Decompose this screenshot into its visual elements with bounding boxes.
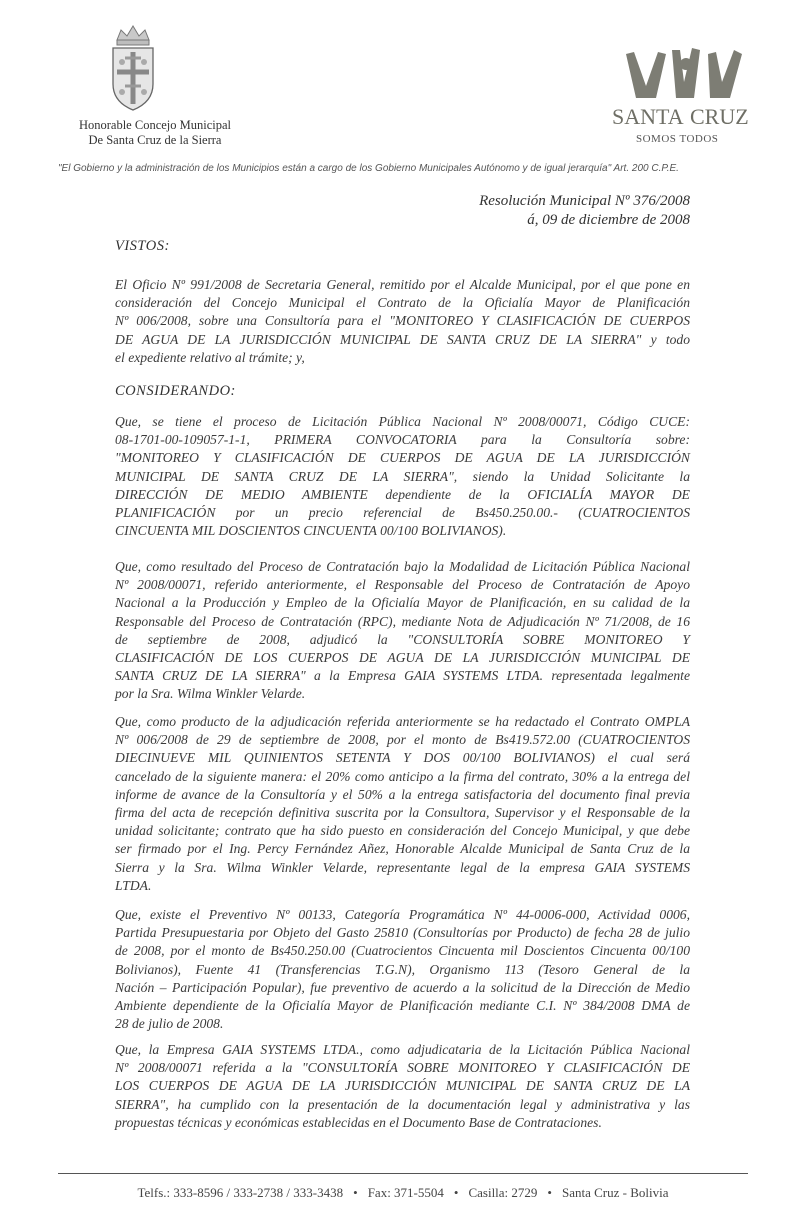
paragraph-line: de 2008, por el monto de Bs450.250.00 (Cuatrocientos Cincuenta mil Doscientos Cincuenta 00/100 [115,943,690,959]
paragraph-line: Nº 2008/00071 referida a la "CONSULTORÍA SOBRE MONITOREO Y CLASIFICACIÓN DE [115,1060,690,1076]
coat-of-arms-icon [103,22,163,114]
paragraph-line: DIECINUEVE MIL QUINIENTOS SETENTA Y DOS 00/100 BOLIVIANOS) el cual será [115,750,690,766]
logo-word-cruz: CRUZ [690,104,749,129]
paragraph-line: Nacional a la Producción y Empleo de la Oficialía Mayor de Planificación, en su calidad de la [115,595,690,611]
paragraph-considerando-5 [115,1041,690,1132]
paragraph-line: Que, la Empresa GAIA SYSTEMS LTDA., como adjudicataria de la Licitación Pública Nacional [115,1042,690,1057]
footer-contact: Telfs.: 333-8596 / 333-2738 / 333-3438 • Fax: 371-5504 • Casilla: 2729 • Santa Cruz - Bolivia [137,1185,669,1200]
paragraph-line: Nº 006/2008, sobre una Consultoría para el "MONITOREO Y CLASIFICACIÓN DE CUERPOS [115,313,690,329]
paragraph-line: Que, como producto de la adjudicación referida anteriormente se ha redactado el Contrato OMPLA [115,714,690,729]
paragraph-line: SANTA CRUZ DE LA SIERRA" a la Empresa GAIA SYSTEMS LTDA. representada legalmente [115,668,690,684]
paragraph-line: informe de avance de la Consultoría y el 50% a la entrega satisfactoria del documento final previa [115,786,690,802]
paragraph-line: 28 de julio de 2008. [115,1016,224,1032]
paragraph-line: El Oficio Nº 991/2008 de Secretaria General, remitido por el Alcalde Municipal, por el que pone en [115,277,690,292]
paragraph-line: PLANIFICACIÓN por un precio referencial de Bs450.250.00.- (CUATROCIENTOS [115,504,690,520]
paragraph-vistos [115,276,690,367]
paragraph-line: cancelado de la siguiente manera: el 20% como anticipo a la firma del contrato, 30% a la entrega del [115,768,690,784]
footer-po-box: Casilla: 2729 [468,1185,538,1200]
paragraph-line: "MONITOREO Y CLASIFICACIÓN DE CUERPOS DE AGUA DE LA JURISDICCIÓN [115,450,690,466]
paragraph-line: de septiembre de 2008, adjudicó la "CONSULTORÍA SOBRE MONITOREO Y [115,631,690,647]
council-name-line2: De Santa Cruz de la Sierra [88,133,222,147]
paragraph-line: Que, existe el Preventivo Nº 00133, Categoría Programática Nº 44-0006-000, Actividad 0006, [115,907,690,922]
resolution-title: Resolución Municipal Nº 376/2008 [479,193,690,209]
footer-divider [58,1173,748,1174]
paragraph-line: Partida Presupuestaria por Objeto del Gasto 25810 (Consultorías por Producto) de fecha 28 de julio [115,925,690,941]
paragraph-considerando-2 [115,558,690,704]
paragraph-line: LTDA. [115,877,152,893]
paragraph-line: Ambiente dependiente de la Oficialía Mayor de Planificación mediante C.I. Nº 384/2008 DMA de [115,997,690,1013]
logo-tagline: SOMOS TODOS [636,133,719,145]
paragraph-considerando-3 [115,713,690,895]
council-name-line1: Honorable Concejo Municipal [78,118,232,132]
paragraph-line: Responsable del Proceso de Contratación (RPC), mediante Nota de Adjudicación Nº 71/2008, de 16 [115,613,690,629]
paragraph-line: Nº 2008/00071, referido anteriormente, el Responsable del Proceso de Contratación de Apoyo [115,577,690,593]
section-considerando: CONSIDERANDO: [115,383,236,399]
paragraph-line: propuestas técnicas y económicas establecidas en el Documento Base de Contrataciones. [115,1114,602,1130]
paragraph-line: Que, se tiene el proceso de Licitación Pública Nacional Nº 2008/00071, Código CUCE: [115,414,690,429]
paragraph-line: SIERRA", ha cumplido con la presentación de la documentación legal y administrativa y las [115,1096,690,1112]
footer-phones: Telfs.: 333-8596 / 333-2738 / 333-3438 [137,1185,344,1200]
paragraph-line: 08-1701-00-109057-1-1, PRIMERA CONVOCATORIA para la Consultoría sobre: [115,432,690,448]
paragraph-line: Nº 006/2008 de 29 de septiembre de 2008, por el monto de Bs419.572.00 (CUATROCIENTOS [115,732,690,748]
paragraph-line: consideración del Concejo Municipal el Contrato de la Oficialía Mayor de Planificación [115,295,690,311]
section-vistos: VISTOS: [115,238,170,254]
paragraph-line: por la Sra. Wilma Winkler Velarde. [115,686,306,702]
paragraph-line: LOS CUERPOS DE AGUA DE LA JURISDICCIÓN MUNICIPAL DE SANTA CRUZ DE LA [115,1078,690,1094]
paragraph-line: firma del acta de recepción definitiva suscrita por la Consultora, Supervisor y el Responsable de la [115,804,690,820]
paragraph-line: CLASIFICACIÓN DE LOS CUERPOS DE AGUA DE LA JURISDICCIÓN MUNICIPAL DE [115,649,690,665]
logo-word-santa: SANTA [612,104,684,129]
footer-fax: Fax: 371-5504 [367,1185,444,1200]
paragraph-line: ser firmado por el Ing. Percy Fernández Añez, Honorable Alcalde Municipal de Santa Cruz de la [115,841,690,857]
council-name [40,118,270,148]
paragraph-line: unidad solicitante; contrato que ha sido puesto en consideración del Concejo Municipal, y que debe [115,823,690,839]
paragraph-considerando-4 [115,906,690,1033]
paragraph-considerando-1 [115,413,690,540]
paragraph-line: DE AGUA DE LA JURISDICCIÓN MUNICIPAL DE SANTA CRUZ DE LA SIERRA" y todo [115,331,690,347]
paragraph-line: Bolivianos), Fuente 41 (Transferencias T.G.N), Organismo 113 (Tesoro General de la [115,961,690,977]
paragraph-line: CINCUENTA MIL DOSCIENTOS CINCUENTA 00/100 BOLIVIANOS). [115,523,507,539]
resolution-date: á, 09 de diciembre de 2008 [527,212,690,228]
footer-city: Santa Cruz - Bolivia [561,1185,669,1200]
paragraph-line: DIRECCIÓN DE MEDIO AMBIENTE dependiente de la OFICIALÍA MAYOR DE [115,486,690,502]
paragraph-line: el expediente relativo al trámite; y, [115,349,305,365]
santa-cruz-logo [606,42,756,150]
paragraph-line: Que, como resultado del Proceso de Contratación bajo la Modalidad de Licitación Pública Nacional [115,559,690,574]
resolution-heading [479,192,690,230]
paragraph-line: MUNICIPAL DE SANTA CRUZ DE LA SIERRA", siendo la Unidad Solicitante la [115,468,690,484]
header-motto: "El Gobierno y la administración de los Municipios están a cargo de los Gobierno Municipales Autónomo y de igual jerarquía" Art. 200 C.P.E. [58,163,679,174]
paragraph-line: Sierra y la Sra. Wilma Winkler Velarde, representante legal de la empresa GAIA SYSTEMS [115,859,690,875]
paragraph-line: Nación – Participación Popular), fue preventivo de acuerdo a la solicitud de la Dirección de Medio [115,979,690,995]
